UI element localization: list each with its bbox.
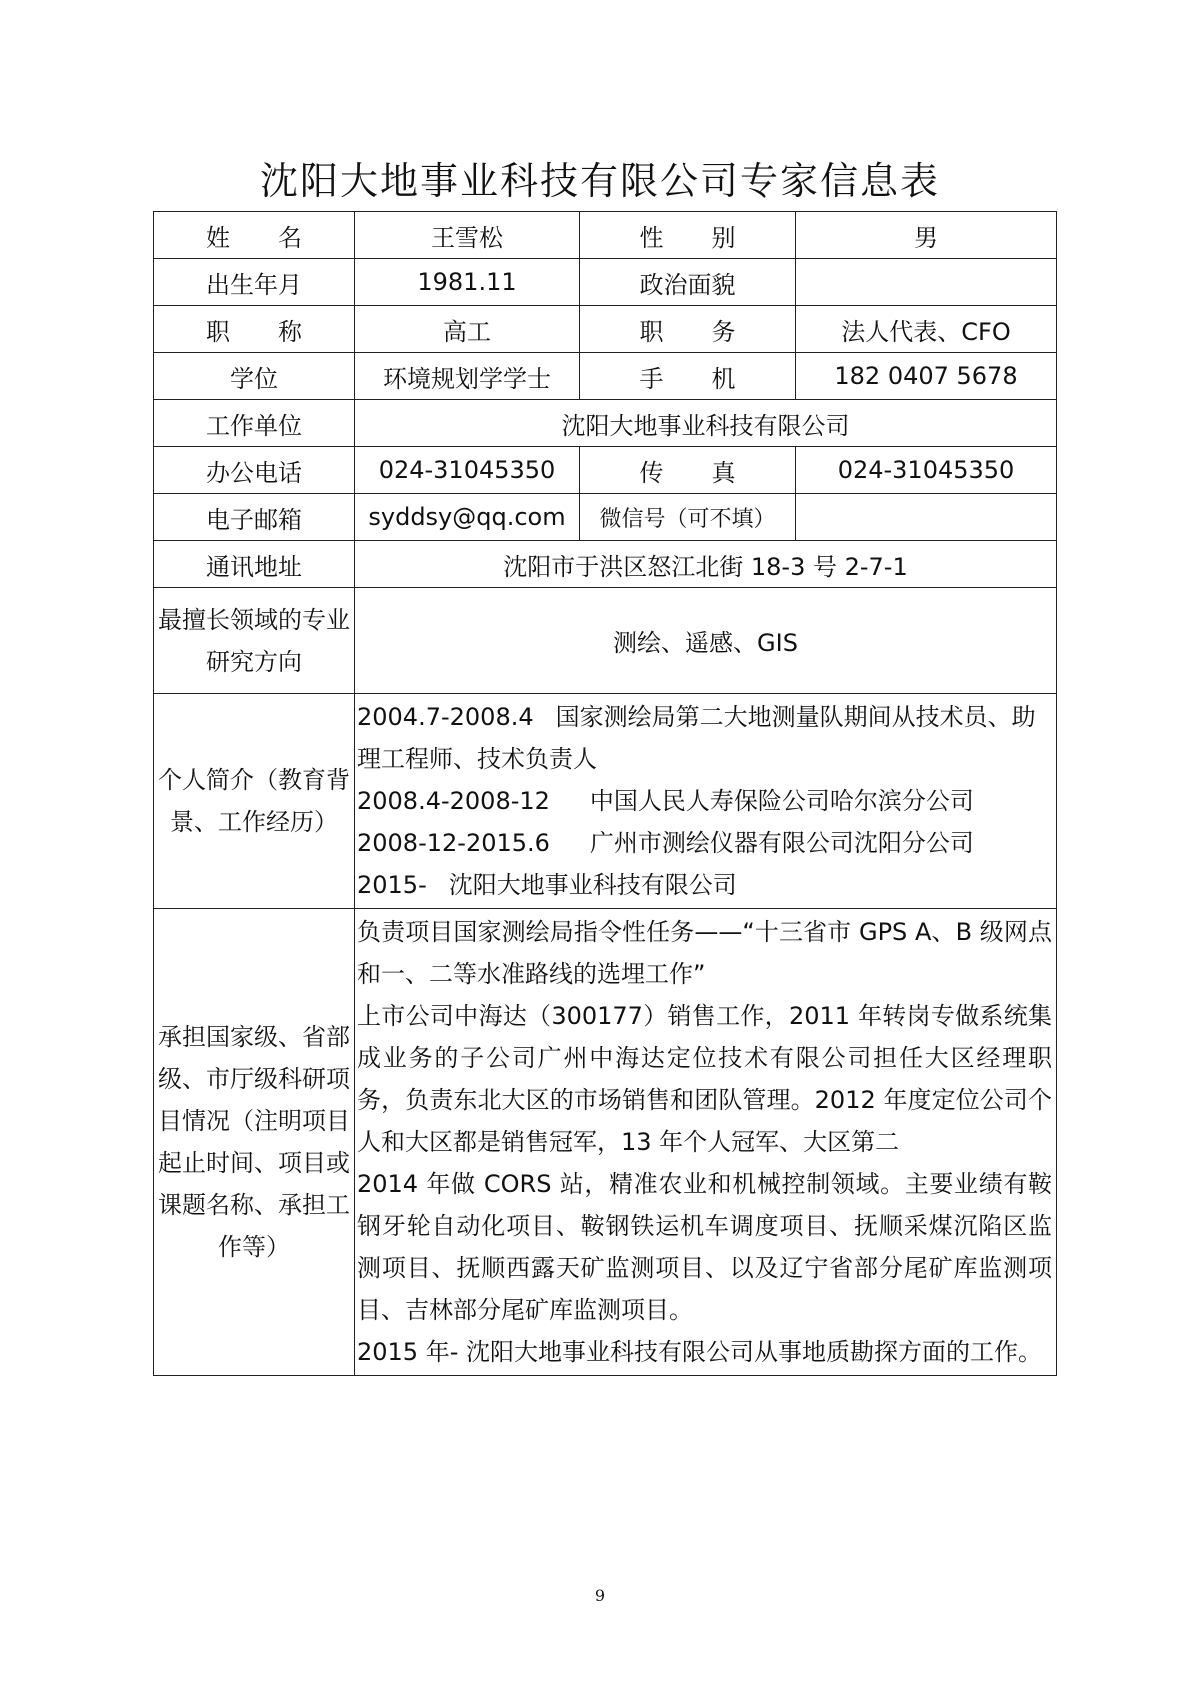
title-value: 高工	[355, 306, 580, 353]
table-row	[154, 494, 1057, 541]
office-phone-value: 024-31045350	[355, 447, 580, 494]
table-row	[154, 447, 1057, 494]
table-row	[154, 353, 1057, 400]
birth-label: 出生年月	[154, 259, 355, 306]
mobile-label: 手 机	[580, 353, 796, 400]
title-label: 职 称	[154, 306, 355, 353]
position-label: 职 务	[580, 306, 796, 353]
gender-value: 男	[796, 212, 1057, 259]
projects-label: 承担国家级、省部级、市厅级科研项目情况（注明项目起止时间、项目或课题名称、承担工作等）	[154, 909, 355, 1376]
birth-value: 1981.11	[355, 259, 580, 306]
email-label: 电子邮箱	[154, 494, 355, 541]
list-item: 2004.7-2008.4 国家测绘局第二大地测量队期间从技术员、助理工程师、技术负责人	[357, 703, 1036, 773]
gender-label: 性 别	[580, 212, 796, 259]
address-value: 沈阳市于洪区怒江北街 18-3 号 2-7-1	[355, 541, 1057, 588]
profile-label: 个人简介（教育背景、工作经历）	[154, 694, 355, 909]
table-row	[154, 909, 1057, 1376]
position-value: 法人代表、CFO	[796, 306, 1057, 353]
table-row	[154, 541, 1057, 588]
table-row	[154, 259, 1057, 306]
table-row	[154, 400, 1057, 447]
fax-label: 传 真	[580, 447, 796, 494]
table-row	[154, 306, 1057, 353]
list-item: 2008-12-2015.6 广州市测绘仪器有限公司沈阳分公司	[357, 829, 974, 857]
wechat-label: 微信号（可不填）	[580, 494, 796, 541]
table-row	[154, 694, 1057, 909]
expertise-value: 测绘、遥感、GIS	[355, 588, 1057, 694]
expert-info-table	[153, 211, 1057, 1376]
name-label: 姓 名	[154, 212, 355, 259]
list-item: 负责项目国家测绘局指令性任务——“十三省市 GPS A、B 级网点和一、二等水准路线的选埋工作”	[357, 918, 1052, 988]
politics-value	[796, 259, 1057, 306]
politics-label: 政治面貌	[580, 259, 796, 306]
table-row	[154, 212, 1057, 259]
employer-value: 沈阳大地事业科技有限公司	[355, 400, 1057, 447]
name-value: 王雪松	[355, 212, 580, 259]
document-title: 沈阳大地事业科技有限公司专家信息表	[259, 159, 940, 203]
address-label: 通讯地址	[154, 541, 355, 588]
mobile-value: 182 0407 5678	[796, 353, 1057, 400]
list-item: 上市公司中海达（300177）销售工作，2011 年转岗专做系统集成业务的子公司广州中海达定位技术有限公司担任大区经理职务，负责东北大区的市场销售和团队管理。2012 年度定位公司个人和大区都是销售冠军，13 年个人冠军、大区第二	[357, 1002, 1052, 1156]
list-item: 2014 年做 CORS 站，精准农业和机械控制领域。主要业绩有鞍钢牙轮自动化项目、鞍钢铁运机车调度项目、抚顺采煤沉陷区监测项目、抚顺西露天矿监测项目、以及辽宁省部分尾矿库监测项目、吉林部分尾矿库监测项目。	[357, 1170, 1052, 1324]
list-item: 2015- 沈阳大地事业科技有限公司	[357, 871, 737, 899]
profile-value	[355, 694, 1057, 909]
table-row	[154, 588, 1057, 694]
degree-label: 学位	[154, 353, 355, 400]
expertise-label: 最擅长领域的专业研究方向	[154, 588, 355, 694]
projects-value	[355, 909, 1057, 1376]
fax-value: 024-31045350	[796, 447, 1057, 494]
employer-label: 工作单位	[154, 400, 355, 447]
list-item: 2008.4-2008-12 中国人民人寿保险公司哈尔滨分公司	[357, 787, 974, 815]
page-number: 9	[594, 1586, 606, 1605]
wechat-value	[796, 494, 1057, 541]
office-phone-label: 办公电话	[154, 447, 355, 494]
email-value: syddsy@qq.com	[355, 494, 580, 541]
degree-value: 环境规划学学士	[355, 353, 580, 400]
list-item: 2015 年- 沈阳大地事业科技有限公司从事地质勘探方面的工作。	[357, 1338, 1042, 1366]
